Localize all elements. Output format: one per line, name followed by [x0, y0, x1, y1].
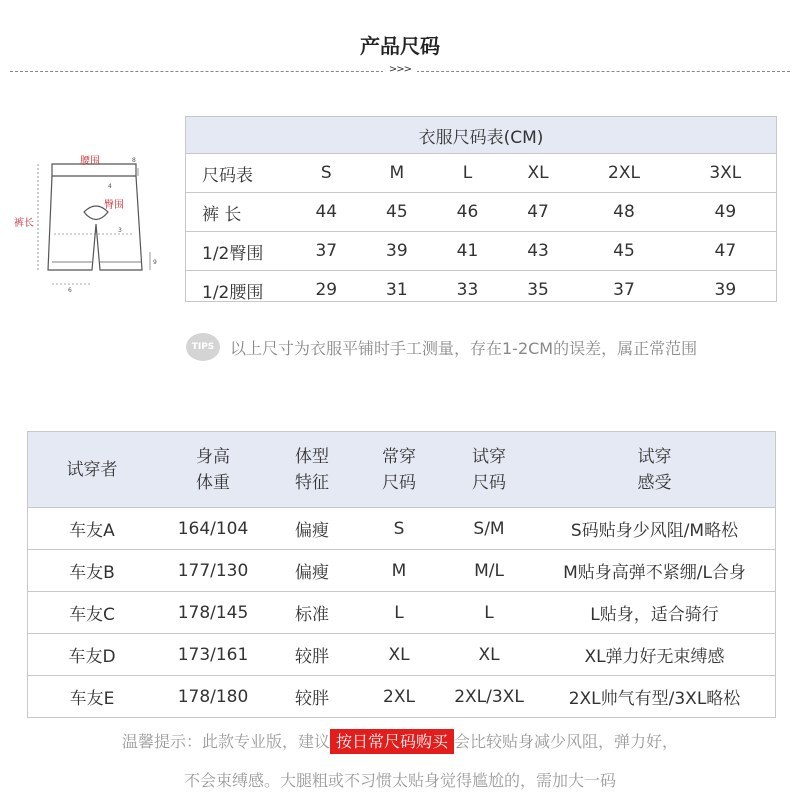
label-length: 裤长: [14, 218, 34, 229]
svg-text:3: 3: [118, 227, 122, 234]
table-row: 裤 长 44 45 46 47 48 49: [186, 193, 776, 232]
trial-table-header-row: 试穿者 身高 体重 体型 特征 常穿 尺码 试穿 尺码 试穿 感受: [28, 432, 776, 508]
table-row: 车友D 173/161 较胖 XL XL XL弹力好无束缚感: [28, 634, 776, 676]
label-hip: 臀围: [104, 200, 124, 211]
table-row: 1/2腰围 29 31 33 35 37 39: [202, 280, 737, 303]
svg-text:9: 9: [153, 259, 157, 266]
size-table-header-row: 尺码表 S M L XL 2XL 3XL: [186, 154, 776, 193]
table-row: 车友C 178/145 标准 L L L贴身，适合骑行: [28, 592, 776, 634]
note-line-1: 温馨提示：此款专业版，建议 按日常尺码购买 会比较贴身减少风阻，弹力好，: [0, 729, 800, 752]
tips-note: [186, 332, 697, 362]
svg-text:4: 4: [108, 183, 112, 190]
table-row: 车友A 164/104 偏瘦 S S/M S码贴身少风阻/M略松: [28, 508, 776, 550]
size-table: [186, 117, 776, 309]
svg-text:8: 8: [132, 157, 136, 164]
trial-table: [27, 431, 776, 718]
label-waist: 腰围: [80, 156, 100, 167]
page-title: 产品尺码: [360, 34, 440, 58]
arrows-divider-icon: >>>: [0, 64, 800, 75]
table-row: 车友E 178/180 较胖 2XL 2XL/3XL 2XL帅气有型/3XL略松: [69, 686, 741, 709]
table-row: 1/2臀围 37 39 41 43 45 47: [186, 232, 776, 271]
shorts-outline: [48, 176, 142, 270]
note-line-2: 不会束缚感。大腿粗或不习惯太贴身觉得尴尬的，需加大一码: [183, 771, 616, 790]
svg-text:6: 6: [68, 287, 72, 294]
tips-text: 以上尺寸为衣服平铺时手工测量，存在1-2CM的误差，属正常范围: [230, 338, 698, 358]
highlight-badge: 按日常尺码购买: [330, 729, 454, 754]
tips-badge-icon: TIPS: [186, 333, 220, 361]
table-row: 车友B 177/130 偏瘦 M M/L M贴身高弹不紧绷/L合身: [28, 550, 776, 592]
size-table-caption: 衣服尺码表(CM): [186, 117, 776, 154]
shorts-diagram: [14, 152, 174, 302]
